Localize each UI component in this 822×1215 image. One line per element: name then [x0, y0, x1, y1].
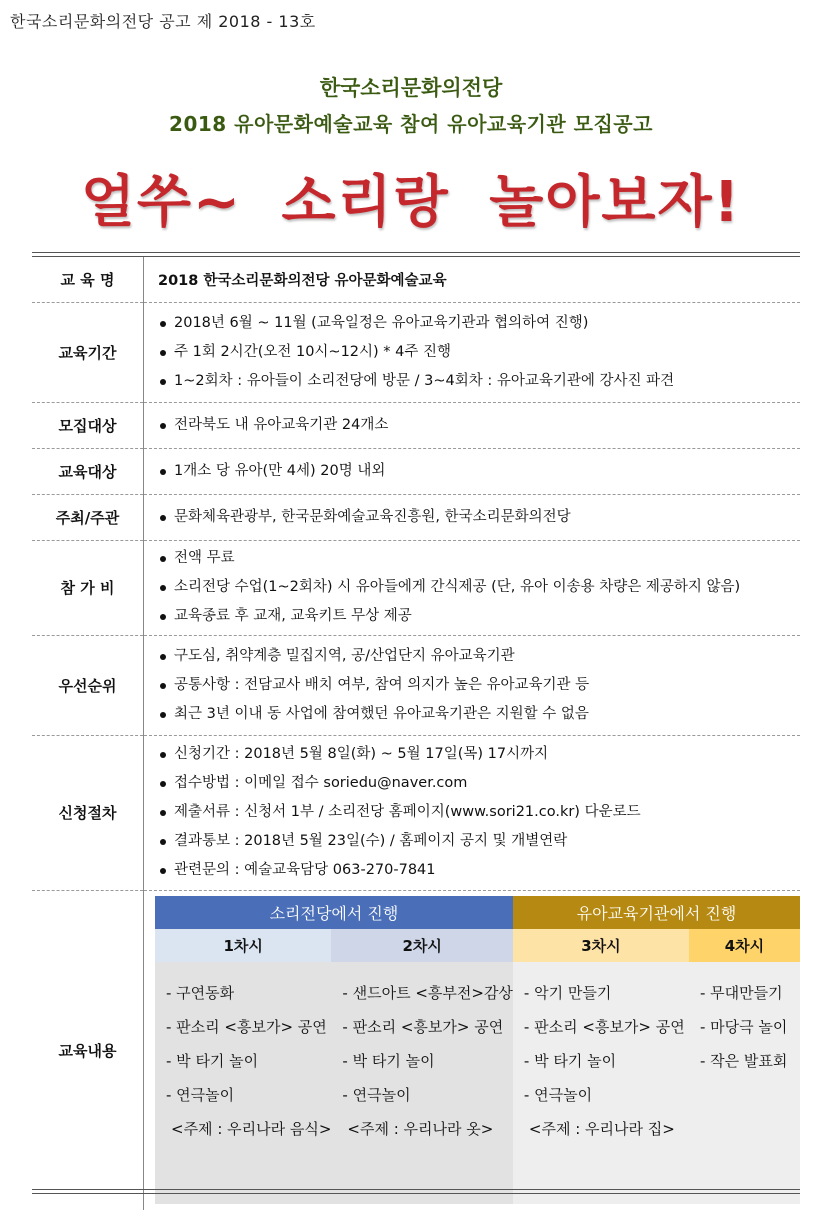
list-item: 전라북도 내 유아교육기관 24개소: [158, 411, 800, 440]
activity-item: - 연극놀이: [342, 1085, 411, 1104]
bullet-list: [158, 457, 800, 486]
row-apply: [32, 735, 800, 890]
row-host: [32, 494, 800, 540]
round-header: 3차시: [513, 929, 689, 962]
round-header: 4차시: [689, 929, 800, 962]
list-item: 2018년 6월 ~ 11월 (교육일정은 유아교육기관과 협의하여 진행): [158, 309, 800, 338]
list-item: 결과통보 : 2018년 5월 23일(수) / 홈페이지 공지 및 개별연락: [158, 827, 800, 856]
round-header: 1차시: [155, 929, 331, 962]
activity-item: - 마당극 놀이: [699, 1017, 788, 1036]
list-item: 교육종료 후 교재, 교육키트 무상 제공: [158, 602, 800, 631]
round-content: [513, 962, 689, 1204]
row-program: [32, 257, 800, 302]
row-label: 주최/주관: [32, 494, 144, 540]
activity-item: - 박 타기 놀이: [342, 1051, 435, 1070]
activity-item: - 무대만들기: [699, 983, 783, 1002]
list-item: 관련문의 : 예술교육담당 063-270-7841: [158, 856, 800, 885]
row-target: [32, 448, 800, 494]
organization-title: 한국소리문화의전당: [319, 76, 503, 100]
notice-number: 한국소리문화의전당 공고 제 2018 - 13호: [10, 12, 316, 31]
round-content: [689, 962, 800, 1204]
list-item: 소리전당 수업(1~2회차) 시 유아들에게 간식제공 (단, 유아 이송용 차량은 제공하지 않음): [158, 573, 800, 602]
program-name: 2018 한국소리문화의전당 유아문화예술교육: [144, 257, 801, 302]
bullet-list: [158, 503, 800, 532]
row-label: 신청절차: [32, 735, 144, 890]
list-item: 문화체육관광부, 한국문화예술교육진흥원, 한국소리문화의전당: [158, 503, 800, 532]
list-item: 신청기간 : 2018년 5월 8일(화) ~ 5월 17일(목) 17시까지: [158, 740, 800, 769]
row-label: 교육대상: [32, 448, 144, 494]
row-label: 우선순위: [32, 635, 144, 735]
round-header: 2차시: [331, 929, 513, 962]
row-period: [32, 302, 800, 402]
row-label: 교육내용: [32, 890, 144, 1210]
list-item: 구도심, 취약계층 밀집지역, 공/산업단지 유아교육기관: [158, 642, 800, 671]
phase-header-sori: 소리전당에서 진행: [155, 896, 513, 929]
bullet-list: [158, 309, 800, 396]
bullet-list: [158, 740, 800, 885]
row-recruit: [32, 402, 800, 448]
info-table: [32, 257, 800, 1210]
activity-item: - 박 타기 놀이: [523, 1051, 617, 1070]
row-priority: [32, 635, 800, 735]
announcement-title: 2018 유아문화예술교육 참여 유아교육기관 모집공고: [169, 112, 653, 136]
list-item: 전액 무료: [158, 544, 800, 573]
list-item: 주 1회 2시간(오전 10시~12시) * 4주 진행: [158, 338, 800, 367]
row-label: 모집대상: [32, 402, 144, 448]
row-label: 교 육 명: [32, 257, 144, 302]
list-item: 공통사항 : 전담교사 배치 여부, 참여 의지가 높은 유아교육기관 등: [158, 671, 800, 700]
activity-item: - 박 타기 놀이: [166, 1051, 259, 1070]
row-content: [32, 890, 800, 1210]
round-theme: <주제 : 우리나라 집>: [528, 1119, 675, 1138]
list-item: 1개소 당 유아(만 4세) 20명 내외: [158, 457, 800, 486]
list-item: 1~2회차 : 유아들이 소리전당에 방문 / 3~4회차 : 유아교육기관에 강사진 파견: [158, 367, 800, 396]
bullet-list: [158, 411, 800, 440]
row-label: 참 가 비: [32, 540, 144, 635]
round-content: [331, 962, 513, 1204]
activity-item: - 구연동화: [166, 983, 235, 1002]
bullet-list: [158, 642, 800, 729]
list-item: 접수방법 : 이메일 접수 soriedu@naver.com: [158, 769, 800, 798]
activity-item: - 작은 발표회: [699, 1051, 788, 1070]
round-content: [155, 962, 331, 1204]
activity-item: - 판소리 <흥보가> 공연: [166, 1017, 327, 1036]
slogan-headline: 얼쑤~ 소리랑 놀아보자!: [80, 170, 742, 235]
phase-header-kindergarten: 유아교육기관에서 진행: [513, 896, 800, 929]
row-fee: [32, 540, 800, 635]
list-item: 최근 3년 이내 동 사업에 참여했던 유아교육기관은 지원할 수 없음: [158, 700, 800, 729]
activity-item: - 판소리 <흥보가> 공연: [523, 1017, 685, 1036]
activity-item: - 샌드아트 <흥부전>감상: [342, 983, 513, 1002]
curriculum-table: [155, 896, 800, 1204]
list-item: 제출서류 : 신청서 1부 / 소리전당 홈페이지(www.sori21.co.kr) 다운로드: [158, 798, 800, 827]
activity-item: - 악기 만들기: [523, 983, 612, 1002]
activity-item: - 연극놀이: [523, 1085, 593, 1104]
activity-item: - 연극놀이: [166, 1085, 235, 1104]
table-bottom-rule: [32, 1189, 800, 1194]
bullet-list: [158, 544, 800, 631]
row-label: 교육기간: [32, 302, 144, 402]
round-theme: <주제 : 우리나라 옷>: [347, 1119, 494, 1138]
activity-item: - 판소리 <흥보가> 공연: [342, 1017, 504, 1036]
round-theme: <주제 : 우리나라 음식>: [171, 1119, 332, 1138]
